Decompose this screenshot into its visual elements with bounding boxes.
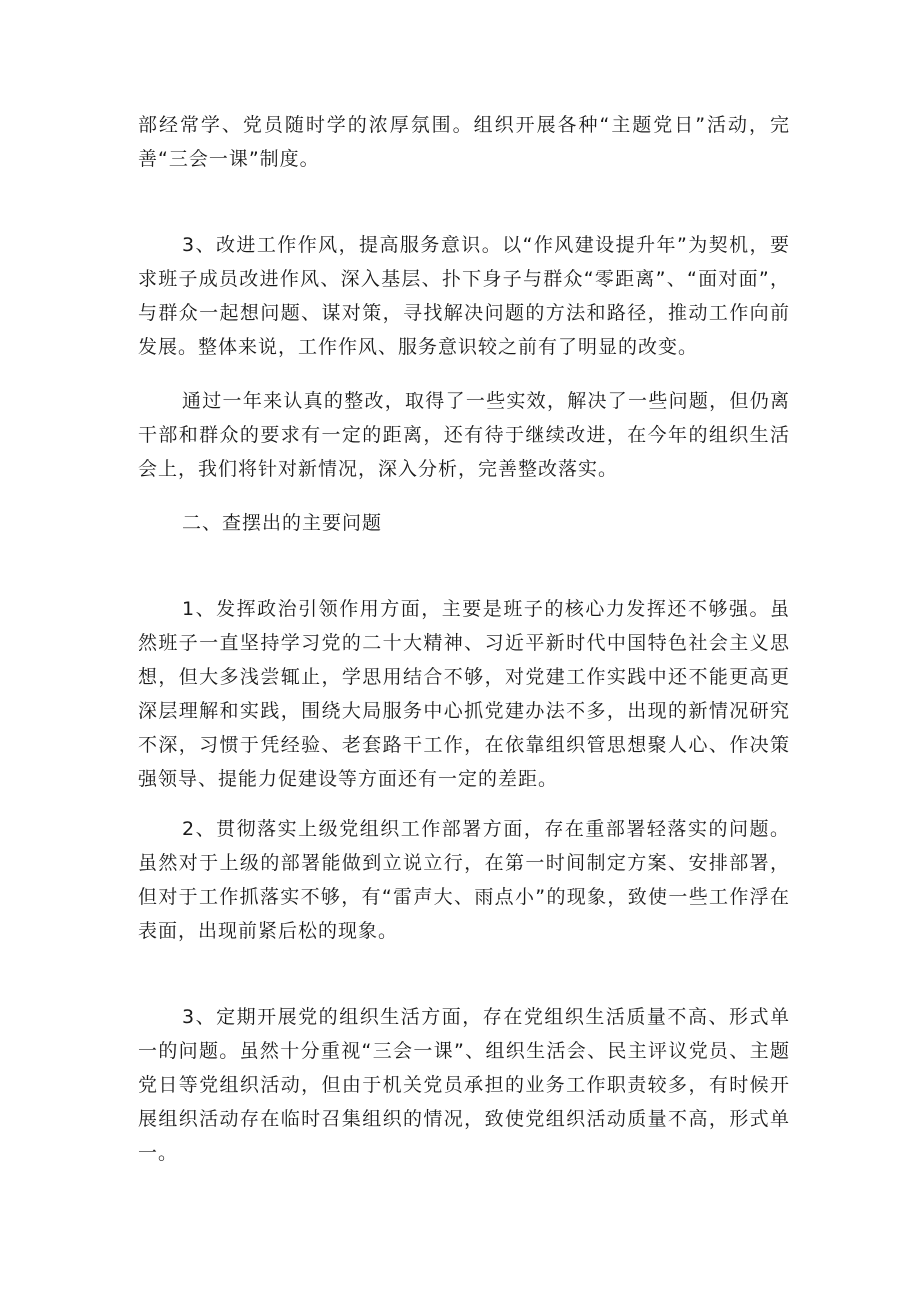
paragraph-problem-implementation: 2、贯彻落实上级党组织工作部署方面，存在重部署轻落实的问题。虽然对于上级的部署能做到立说立行，在第一时间制定方案、安排部署，但对于工作抓落实不够，有“雷声大、雨点小”的现象，致使一些工作浮在表面，出现前紧后松的现象。 bbox=[138, 818, 790, 942]
section-heading-main-problems: 二、查摆出的主要问题 bbox=[182, 512, 383, 534]
paragraph-continuation: 部经常学、党员随时学的浓厚氛围。组织开展各种“主题党日”活动，完善“三会一课”制度。 bbox=[138, 114, 790, 170]
paragraph-problem-political-leadership: 1、发挥政治引领作用方面，主要是班子的核心力发挥还不够强。虽然班子一直坚持学习党的二十大精神、习近平新时代中国特色社会主义思想，但大多浅尝辄止，学思用结合不够，对党建工作实践中还不能更高更深层理解和实践，围绕大局服务中心抓党建办法不多，出现的新情况研究不深，习惯于凭经验、老套路干工作，在依靠组织管思想聚人心、作决策强领导、提能力促建设等方面还有一定的差距。 bbox=[138, 598, 790, 790]
paragraph-rectification-summary: 通过一年来认真的整改，取得了一些实效，解决了一些问题，但仍离干部和群众的要求有一定的距离，还有待于继续改进，在今年的组织生活会上，我们将针对新情况，深入分析，完善整改落实。 bbox=[138, 390, 790, 480]
paragraph-improve-work-style: 3、改进工作作风，提高服务意识。以“作风建设提升年”为契机，要求班子成员改进作风、深入基层、扑下身子与群众“零距离”、“面对面”，与群众一起想问题、谋对策，寻找解决问题的方法和路径，推动工作向前发展。整体来说，工作作风、服务意识较之前有了明显的改变。 bbox=[138, 234, 790, 358]
paragraph-problem-organizational-life: 3、定期开展党的组织生活方面，存在党组织生活质量不高、形式单一的问题。虽然十分重视“三会一课”、组织生活会、民主评议党员、主题党日等党组织活动，但由于机关党员承担的业务工作职责较多，有时候开展组织活动存在临时召集组织的情况，致使党组织活动质量不高，形式单一。 bbox=[138, 1006, 790, 1164]
